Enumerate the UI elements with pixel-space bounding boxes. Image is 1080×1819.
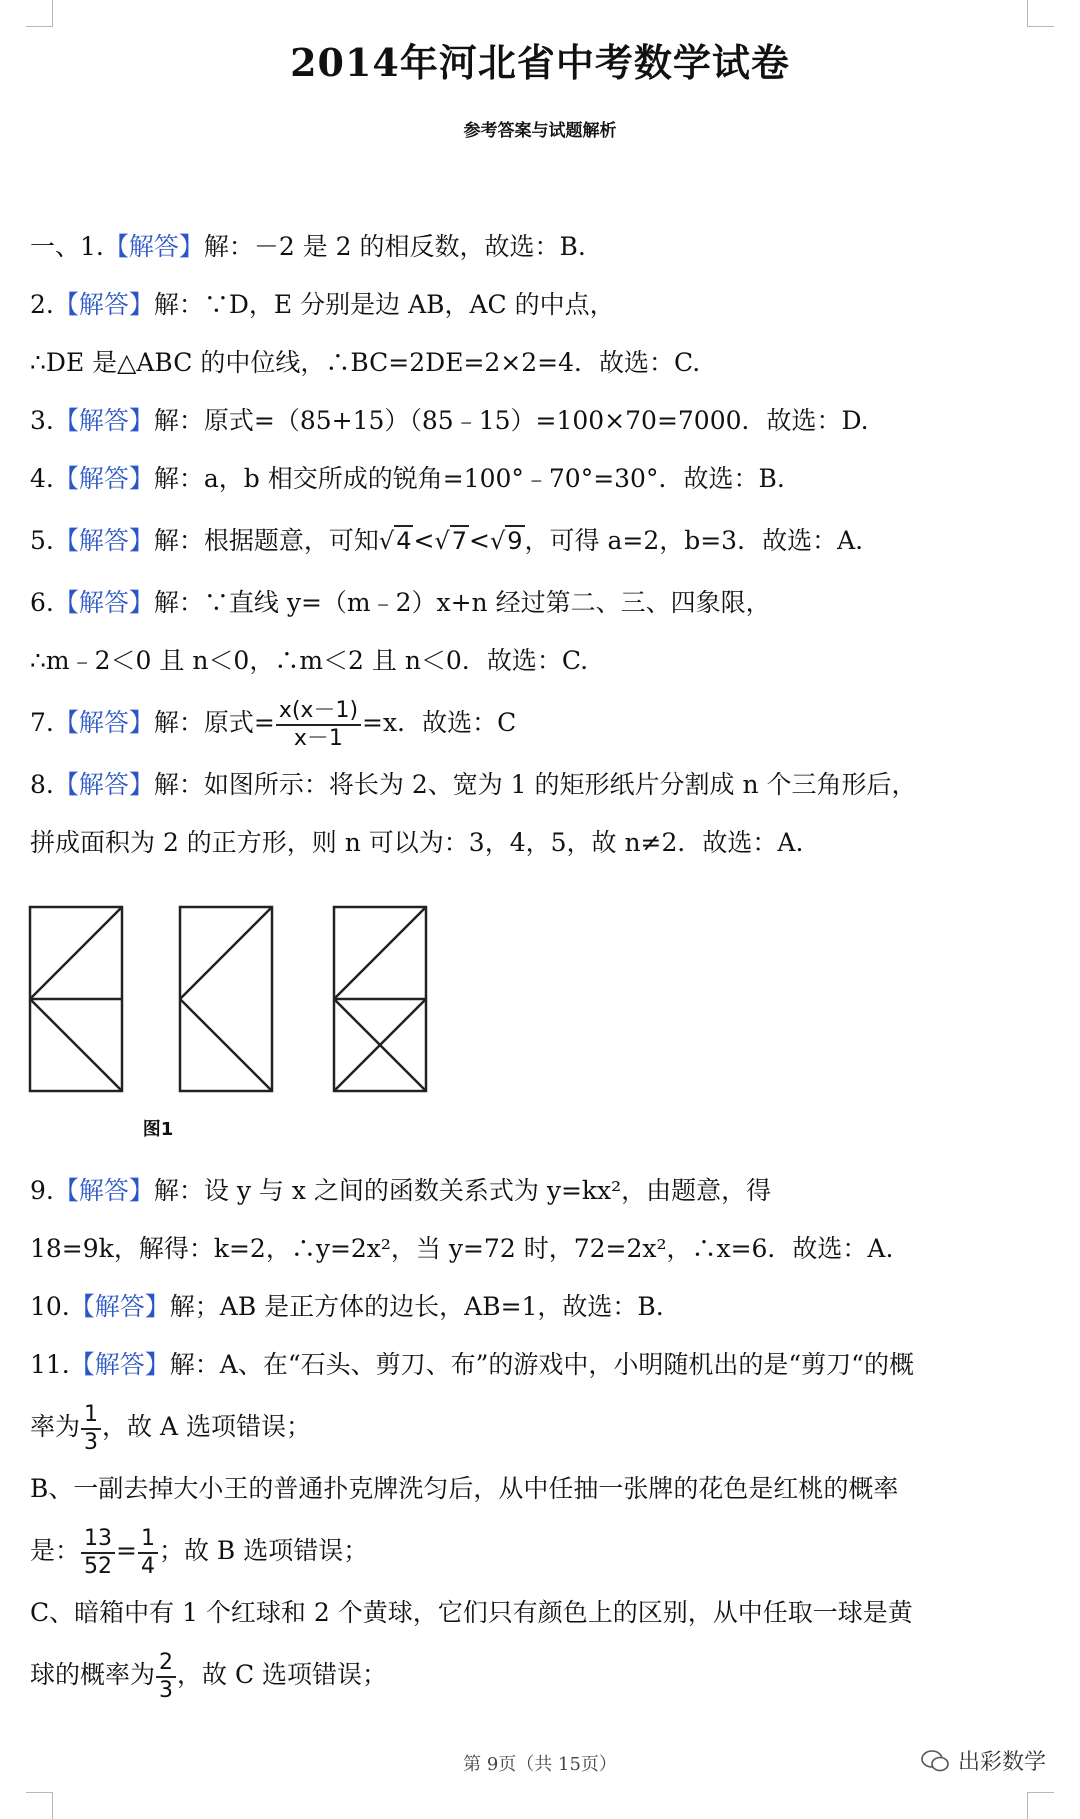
answer-line-8: 8.【解答】解：如图所示：将长为 2、宽为 1 的矩形纸片分割成 n 个三角形后， [30, 770, 917, 799]
answer-tag: 【解答】 [53, 1176, 154, 1205]
corner-mark-top-right [1027, 0, 1054, 27]
answer-tag: 【解答】 [53, 290, 154, 319]
corner-mark-bottom-left [26, 1792, 53, 1819]
answer-tag: 【解答】 [53, 708, 154, 737]
answer-line-11a: 率为 $\frac{1}{3}$ ，故 A 选项错误； [30, 1401, 311, 1455]
answer-line-5: 5.【解答】解：根据题意，可知√4<√7<√9，可得 a=2，b=3．故选：A. [30, 508, 1060, 574]
answer-line-7: 7.【解答】解：原式= $\frac{x(x-1)}{x-1}$ =x．故选：C [30, 697, 517, 751]
answer-line-10: 10.【解答】解；AB 是正方体的边长，AB=1，故选：B. [30, 1292, 664, 1321]
wechat-icon [920, 1749, 950, 1773]
answer-line-9: 9.【解答】解：设 y 与 x 之间的函数关系式为 y=kx²，由题意，得 [30, 1176, 772, 1205]
answer-line-3: 3.【解答】解：原式=（85+15）（85﹣15）=100×70=7000．故选：D. [30, 406, 869, 435]
answer-tag: 【解答】 [53, 464, 154, 493]
fraction-13-52: $\frac{13}{52}$ [81, 1526, 115, 1580]
rect-3-diag-c [380, 999, 426, 1045]
page-title: 2014年河北省中考数学试卷 [290, 40, 790, 85]
answer-tag: 【解答】 [53, 526, 154, 555]
figure-1 [28, 905, 428, 1145]
corner-mark-top-left [26, 0, 53, 27]
fraction-q7: $\frac{x(x-1)}{x-1}$ [276, 698, 361, 752]
page-subtitle: 参考答案与试题解析 [463, 121, 617, 141]
answer-line-11c: C、暗箱中有 1 个红球和 2 个黄球，它们只有颜色上的区别，从中任取一球是黄 [30, 1598, 913, 1627]
rect-2-diag-b [180, 999, 272, 1091]
answer-line-6b: ∴m﹣2＜0 且 n＜0，∴m＜2 且 n＜0．故选：C. [30, 646, 589, 675]
watermark-text: 出彩数学 [957, 1750, 1046, 1775]
answer-line-2: 2.【解答】解：∵D，E 分别是边 AB，AC 的中点， [30, 290, 615, 319]
answer-tag: 【解答】 [53, 588, 154, 617]
answer-tag: 【解答】 [103, 232, 204, 261]
answer-line-8b: 拼成面积为 2 的正方形，则 n 可以为：3，4，5，故 n≠2．故选：A. [30, 828, 804, 857]
answer-tag: 【解答】 [69, 1292, 170, 1321]
figure-caption: 图1 [142, 1119, 174, 1140]
answer-line-1: 一、1.【解答】解：－2 是 2 的相反数，故选：B. [30, 232, 586, 261]
watermark [920, 1745, 1046, 1776]
answer-line-6: 6.【解答】解：∵直线 y=（m﹣2）x+n 经过第二、三、四象限， [30, 588, 771, 617]
fraction-two-thirds: $\frac{2}{3}$ [156, 1650, 176, 1704]
sqrt-9: √9 [489, 527, 523, 555]
answer-tag: 【解答】 [53, 406, 154, 435]
rect-1-diag-b [30, 999, 122, 1091]
answer-tag: 【解答】 [69, 1350, 170, 1379]
rect-2-diag-a [180, 907, 272, 999]
rect-1-diag-a [30, 907, 122, 999]
rect-2 [180, 907, 272, 1091]
fraction-one-quarter: $\frac{1}{4}$ [138, 1526, 158, 1580]
page-footer: 第 9页（共 15页） [463, 1754, 617, 1775]
answer-line-9b: 18=9k，解得：k=2，∴y=2x²，当 y=72 时，72=2x²，∴x=6．故选：A. [30, 1234, 894, 1263]
rectangles-diagram [28, 905, 428, 1105]
answer-line-2b: ∴DE 是△ABC 的中位线，∴BC=2DE=2×2=4．故选：C. [30, 348, 701, 377]
answer-line-11b2: 是： $\frac{13}{52}$ = $\frac{1}{4}$ ；故 B 选项错误； [30, 1525, 369, 1579]
answer-list-2 [30, 1162, 1060, 1708]
answer-line-4: 4.【解答】解：a，b 相交所成的锐角=100°﹣70°=30°．故选：B. [30, 464, 785, 493]
answer-tag: 【解答】 [53, 770, 154, 799]
answer-line-11: 11.【解答】解：A、在“石头、剪刀、布”的游戏中，小明随机出的是“剪刀“的概 [30, 1350, 914, 1379]
answer-line-11b: B、一副去掉大小王的普通扑克牌洗匀后，从中任抽一张牌的花色是红桃的概率 [30, 1474, 899, 1503]
answer-line-11c2: 球的概率为 $\frac{2}{3}$ ，故 C 选项错误； [30, 1649, 388, 1703]
corner-mark-bottom-right [1027, 1792, 1054, 1819]
rect-3-diag-a [334, 907, 426, 999]
sqrt-7: √7 [434, 527, 467, 555]
answer-list [30, 218, 1060, 872]
sqrt-4: √4 [378, 527, 412, 555]
fraction-one-third: $\frac{1}{3}$ [81, 1402, 101, 1456]
rect-3-diag-d [334, 1045, 380, 1091]
